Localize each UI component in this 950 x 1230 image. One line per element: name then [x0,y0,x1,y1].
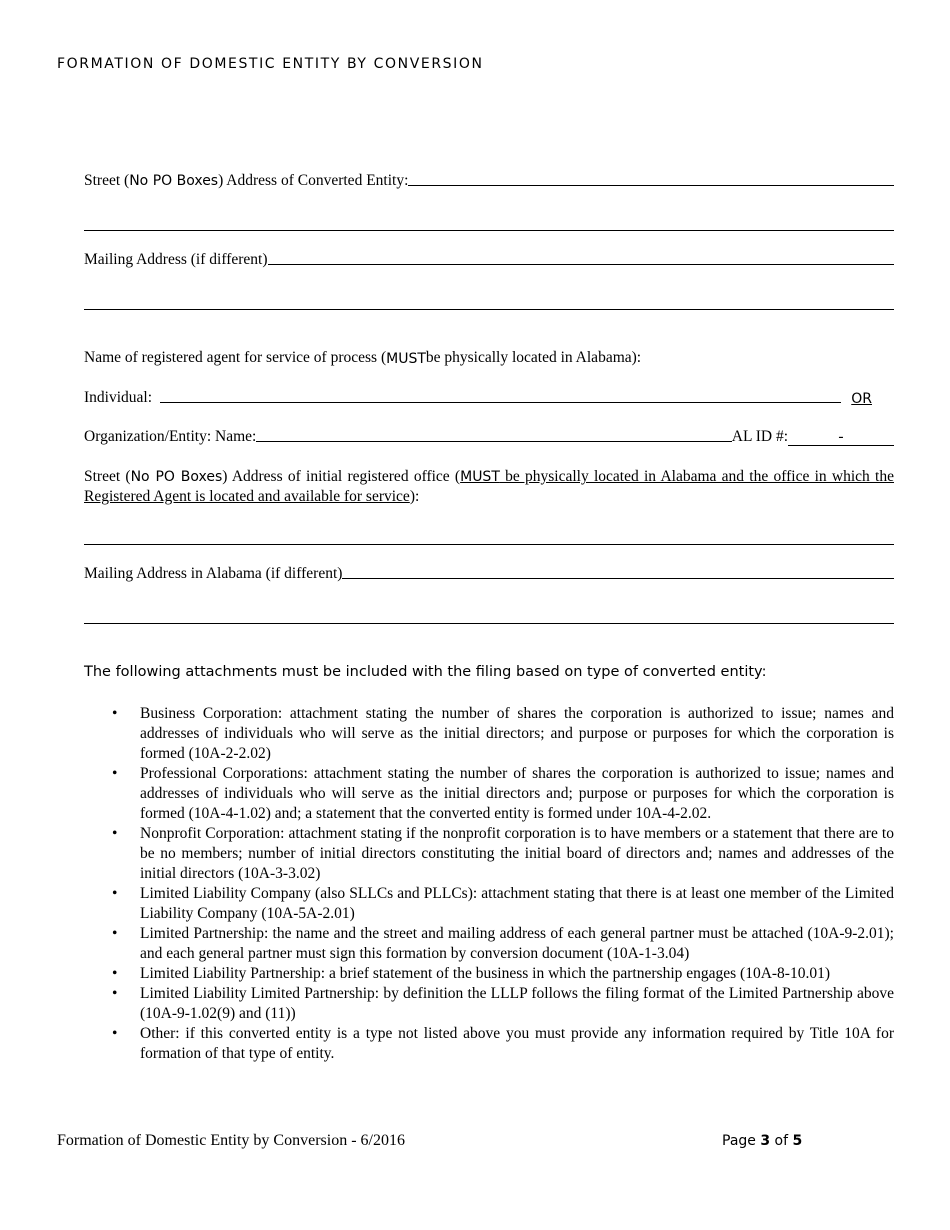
list-item: • Business Corporation: attachment stating the number of shares the corporation is authorized to issue; names and addresses of individuals who will serve as the initial directors; and purpose or purposes for which the corporation is formed (10A-2-2.02) [112,705,894,762]
mailing-address-label: Mailing Address (if different) [84,251,268,268]
street-address-field[interactable] [408,185,894,186]
mailing-alabama-row [84,565,894,583]
organization-name-field[interactable] [256,441,731,442]
list-item: • Limited Liability Company (also SLLCs and PLLCs): attachment stating that there is at least one member of the Limited Liability Company (10A-5A-2.01) [112,885,894,922]
street-address-row [84,172,894,190]
list-item: • Limited Liability Partnership: a brief statement of the business in which the partnership engages (10A-8-10.01) [112,965,831,982]
street-address-field-line2[interactable] [84,230,894,231]
registered-office-label: Street (No PO Boxes) Address of initial registered office (MUST be physically located in Alabama and the office in which the Registered Agent is located and available for service): [84,468,894,505]
page-number: Page 3 of 5 [722,1133,803,1149]
individual-label: Individual: [84,389,153,406]
individual-field[interactable] [160,402,841,403]
list-item: • Nonprofit Corporation: attachment stating if the nonprofit corporation is to have members or a statement that there are to be no members; number of initial directors constituting the initial board of directors and; names and addresses of the initial directors (10A-3-3.02) [112,825,894,882]
mailing-address-field[interactable] [268,264,894,265]
alid-field[interactable]: - [788,429,894,446]
mailing-alabama-field-line2[interactable] [84,623,894,624]
organization-row [84,428,894,446]
alid-label: AL ID #: [731,428,788,445]
or-label: OR [851,391,872,407]
mailing-address-field-line2[interactable] [84,309,894,310]
list-item: • Other: if this converted entity is a type not listed above you must provide any information required by Title 10A for formation of that type of entity. [112,1025,894,1062]
list-item: • Professional Corporations: attachment stating the number of shares the corporation is authorized to issue; names and addresses of individuals who will serve as the initial directors and; purpose or purposes for which the corporation is formed (10A-4-1.02) and; a statement that the converted entity is formed under 10A-4-2.02. [112,765,894,822]
list-item: • Limited Liability Limited Partnership: by definition the LLLP follows the filing format of the Limited Partnership above (10A-9-1.02(9) and (11)) [112,985,894,1022]
registered-agent-heading: Name of registered agent for service of process ( MUST be physically located in Alabama): [84,349,642,367]
footer-form-title: Formation of Domestic Entity by Conversion - 6/2016 [57,1132,405,1149]
mailing-address-row [84,251,894,269]
mailing-alabama-label: Mailing Address in Alabama (if different) [84,565,343,582]
mailing-alabama-field[interactable] [342,578,894,579]
list-item: • Limited Partnership: the name and the street and mailing address of each general partner must be attached (10A-9-2.01); and each general partner must sign this formation by conversion document (10A-1-3.04) [112,925,894,962]
individual-row [84,389,894,407]
street-address-label: Street (No PO Boxes) Address of Converted Entity: [84,172,409,189]
page-header-title: FORMATION OF DOMESTIC ENTITY BY CONVERSION [57,56,484,72]
organization-label: Organization/Entity: Name: [84,428,257,445]
attachments-list [84,704,894,1064]
registered-office-field[interactable] [84,544,894,545]
attachments-title: The following attachments must be included with the filing based on type of converted entity: [84,664,767,680]
